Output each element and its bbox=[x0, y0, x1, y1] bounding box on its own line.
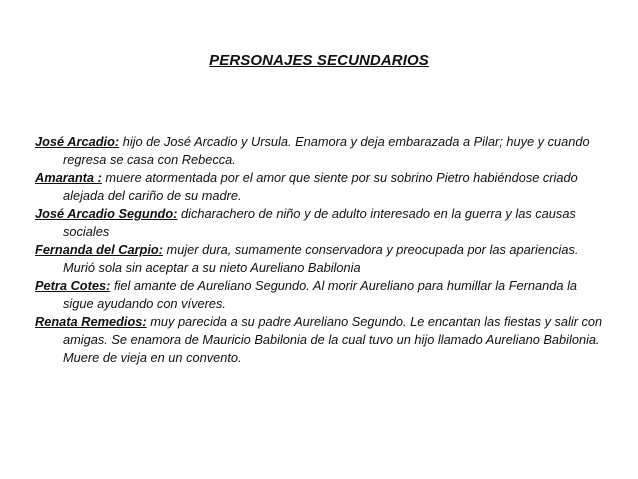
character-name: José Arcadio: bbox=[35, 134, 120, 149]
character-description: dicharachero de niño y de adulto interesado en la guerra y las causas sociales bbox=[63, 206, 576, 239]
character-entry bbox=[35, 313, 605, 367]
character-description: muere atormentada por el amor que siente por su sobrino Pietro habiéndose criado alejada del cariño de su madre. bbox=[63, 170, 578, 203]
character-description: mujer dura, sumamente conservadora y preocupada por las apariencias. Murió sola sin aceptar a su nieto Aureliano Babilonia bbox=[63, 242, 579, 275]
character-entry bbox=[35, 205, 605, 241]
character-name: José Arcadio Segundo: bbox=[35, 206, 178, 221]
character-name: Renata Remedios: bbox=[35, 314, 147, 329]
character-entry bbox=[35, 241, 605, 277]
character-list bbox=[35, 133, 605, 367]
character-description: hijo de José Arcadio y Ursula. Enamora y deja embarazada a Pilar; huye y cuando regresa se casa con Rebecca. bbox=[63, 134, 590, 167]
character-entry bbox=[35, 277, 605, 313]
character-entry bbox=[35, 133, 605, 169]
slide-title: PERSONAJES SECUNDARIOS bbox=[209, 52, 429, 69]
character-description: muy parecida a su padre Aureliano Segundo. Le encantan las fiestas y salir con amigas. Se enamora de Mauricio Babilonia de la cual tuvo un hijo llamado Aureliano Babilonia. Muere de vieja en un convento. bbox=[63, 314, 603, 365]
character-name: Fernanda del Carpio: bbox=[35, 242, 163, 257]
character-entry bbox=[35, 169, 605, 205]
character-description: fiel amante de Aureliano Segundo. Al morir Aureliano para humillar la Fernanda la sigue ayudando con víveres. bbox=[63, 278, 578, 311]
character-name: Amaranta : bbox=[35, 170, 102, 185]
character-name: Petra Cotes: bbox=[35, 278, 111, 293]
